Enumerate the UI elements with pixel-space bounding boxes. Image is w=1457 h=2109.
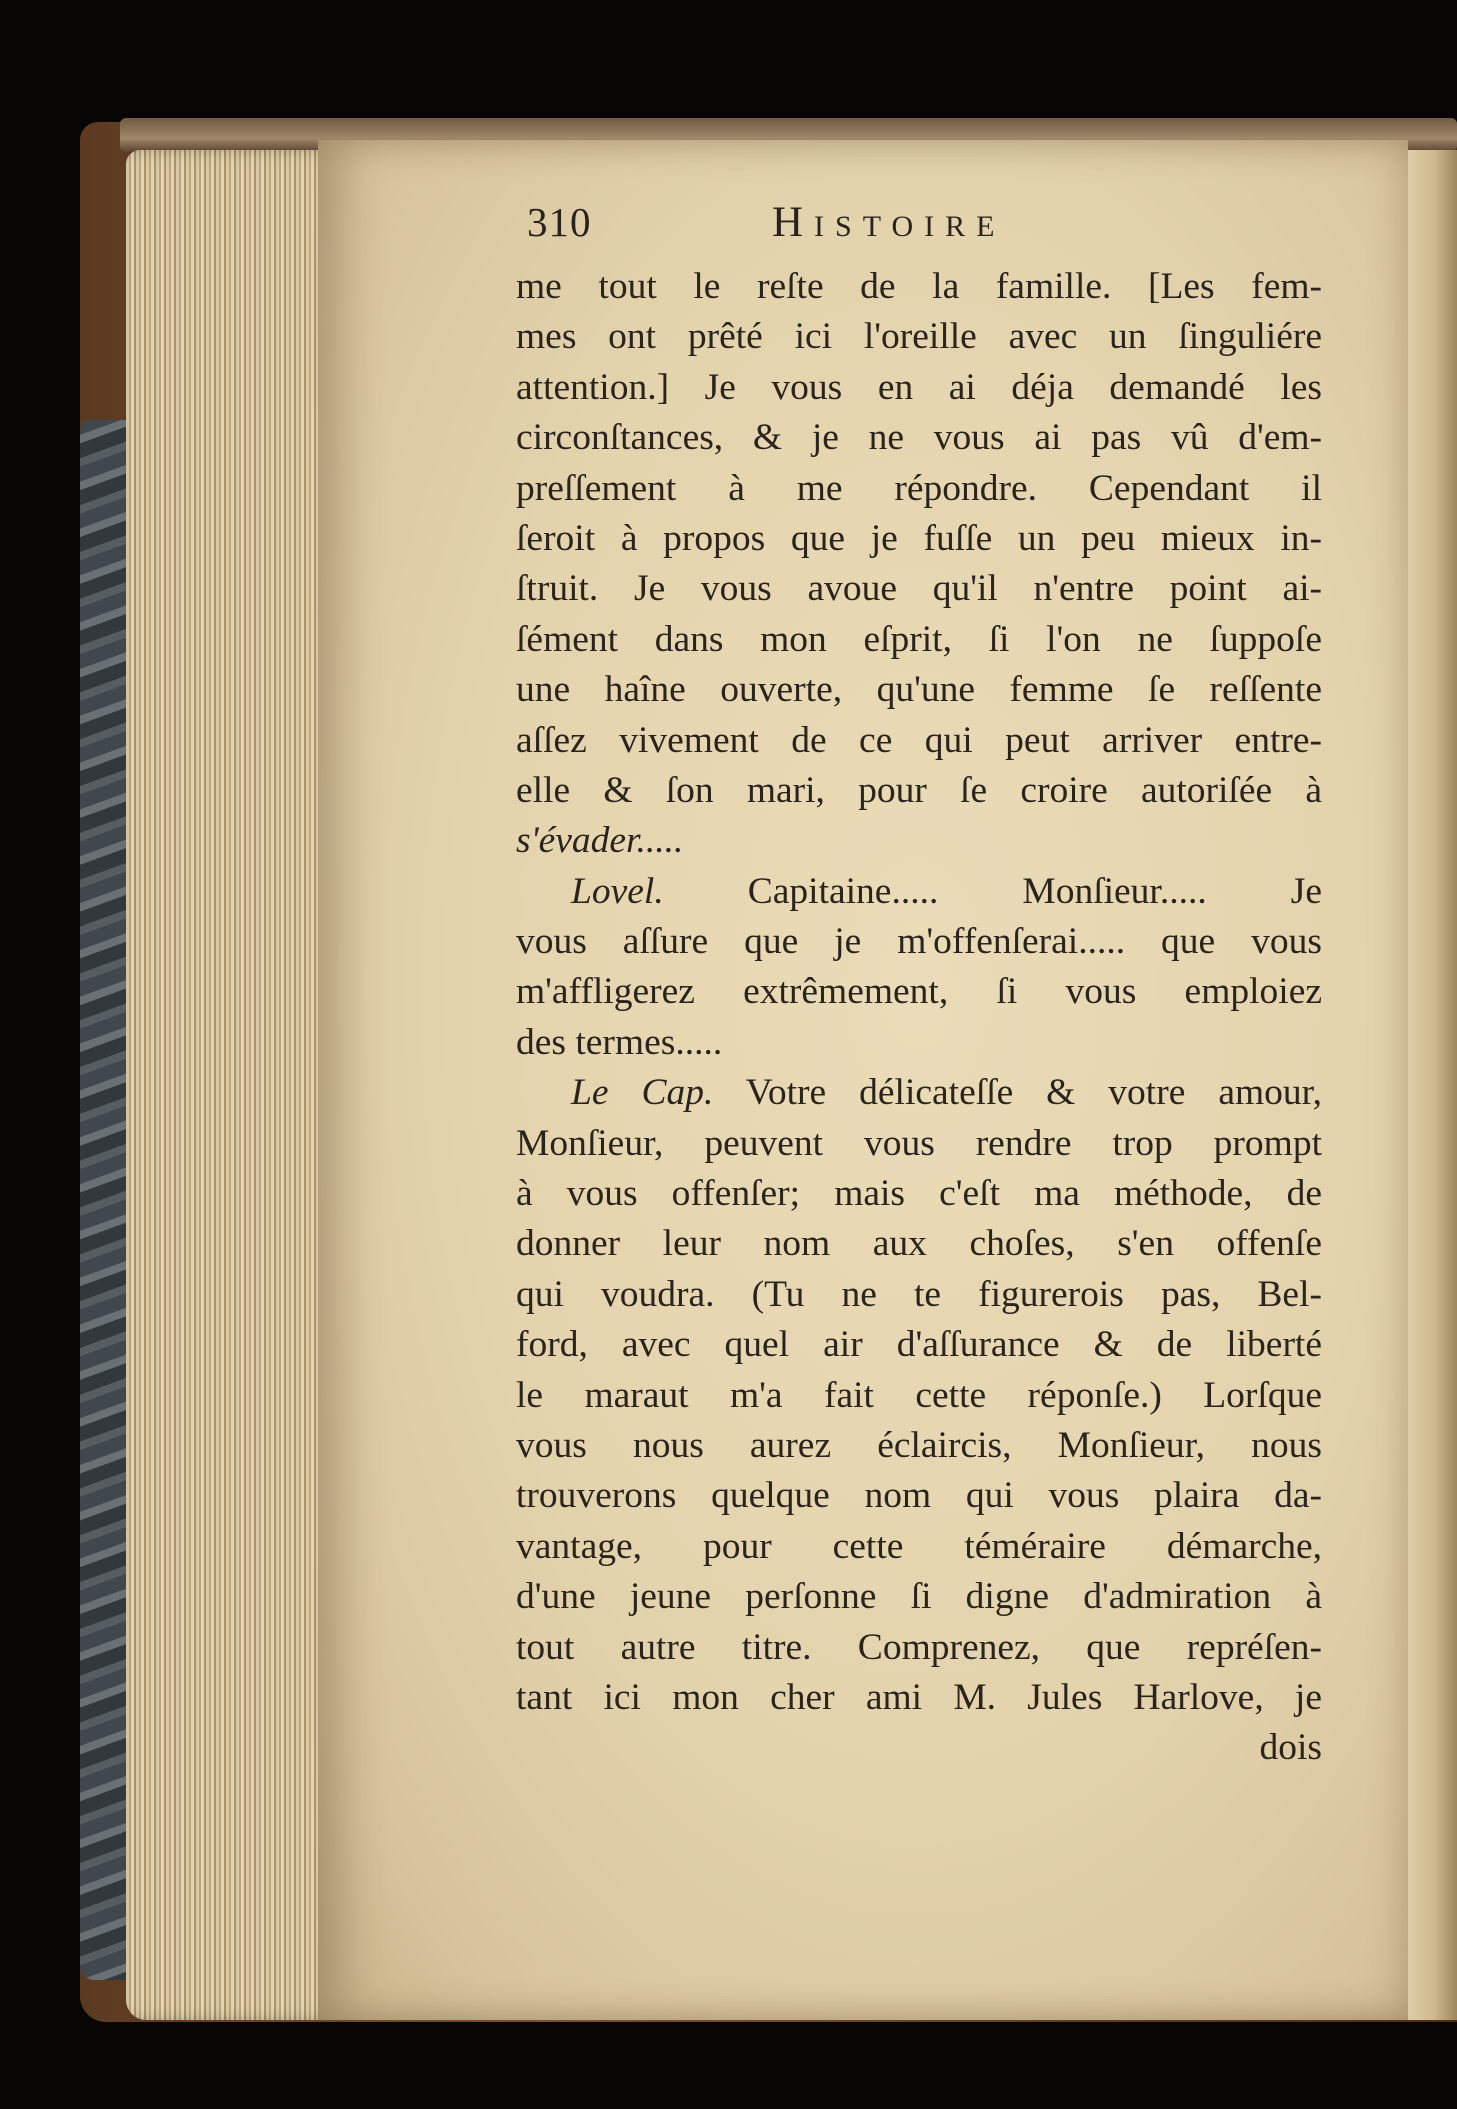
text-line: tant ici mon cher ami M. Jules Harlove, je: [516, 1676, 1322, 1718]
text-line: mes ont prêté ici l'oreille avec un ſinguliére: [516, 316, 1322, 358]
text-line: ſeroit à propos que je fuſſe un peu mieux in-: [516, 517, 1322, 559]
text-line: circonſtances, & je ne vous ai pas vû d'em-: [516, 417, 1322, 459]
text-line: ſément dans mon eſprit, ſi l'on ne ſuppoſe: [516, 618, 1322, 660]
text-body: [516, 262, 1322, 1774]
text-line: elle & ſon mari, pour ſe croire autoriſée à: [516, 769, 1322, 811]
text-line: le maraut m'a fait cette réponſe.) Lorſque: [516, 1374, 1322, 1416]
text-line: m'affligerez extrêmement, ſi vous emploiez: [516, 971, 1322, 1013]
text-line: vous nous aurez éclaircis, Monſieur, nous: [516, 1424, 1322, 1466]
text-line: Lovel. Capitaine..... Monſieur..... Je: [571, 870, 1322, 912]
text-line: Monſieur, peuvent vous rendre trop prompt: [516, 1122, 1322, 1164]
running-head: Histoire: [772, 199, 1006, 246]
text-line: vantage, pour cette téméraire démarche,: [516, 1525, 1322, 1567]
text-line: donner leur nom aux choſes, s'en offenſe: [516, 1223, 1322, 1265]
text-line: preſſement à me répondre. Cependant il: [516, 467, 1322, 509]
text-line: vous aſſure que je m'offenſerai..... que vous: [516, 921, 1322, 963]
stacked-page-edges: [126, 150, 338, 2020]
speaker-name: Lovel.: [571, 870, 664, 912]
text-line: des termes.....: [516, 1021, 723, 1063]
speaker-name: Le Cap.: [571, 1072, 714, 1114]
text-line: Le Cap. Votre délicateſſe & votre amour,: [571, 1072, 1322, 1114]
text-line: une haîne ouverte, qu'une femme ſe reſſente: [516, 669, 1322, 711]
text-line: s'évader.....: [516, 820, 684, 862]
catchword: dois: [1259, 1727, 1322, 1769]
text-line: d'une jeune perſonne ſi digne d'admiration à: [516, 1576, 1322, 1618]
page-header: [527, 198, 1347, 258]
text-line: tout autre titre. Comprenez, que repréſen-: [516, 1626, 1322, 1668]
text-line: qui voudra. (Tu ne te figurerois pas, Bel-: [516, 1273, 1322, 1315]
text-line: trouverons quelque nom qui vous plaira da-: [516, 1475, 1322, 1517]
text-line: ford, avec quel air d'aſſurance & de liberté: [516, 1324, 1322, 1366]
text-line: me tout le reſte de la famille. [Les fem-: [516, 266, 1322, 307]
text-line: aſſez vivement de ce qui peut arriver entre-: [516, 719, 1322, 761]
page-number: 310: [527, 199, 592, 245]
marbled-board: [80, 420, 128, 1980]
text-line: à vous offenſer; mais c'eſt ma méthode, de: [516, 1173, 1322, 1215]
text-line: attention.] Je vous en ai déja demandé les: [516, 366, 1322, 408]
text-line: ſtruit. Je vous avoue qu'il n'entre point ai-: [516, 568, 1322, 610]
